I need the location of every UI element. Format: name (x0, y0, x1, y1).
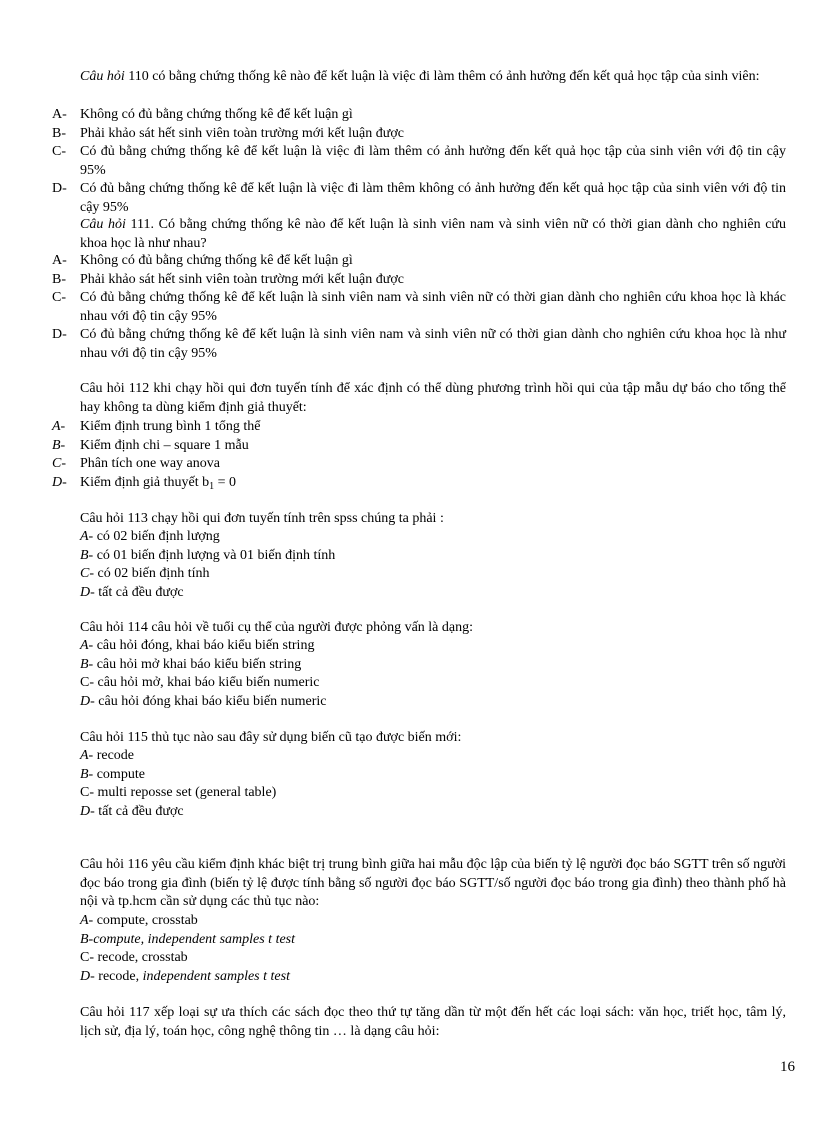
option-b: B- Phải khảo sát hết sinh viên toàn trường mới kết luận được (52, 271, 404, 287)
option-d: D- recode, independent samples t test (80, 968, 290, 984)
question-text: Câu hỏi 113 chạy hồi qui đơn tuyến tính trên spss chúng ta phải : (80, 511, 444, 526)
option-a: A- Không có đủ bằng chứng thống kê để kết luận gì (52, 107, 353, 122)
option-b: B- Phải khảo sát hết sinh viên toàn trường mới kết luận được (52, 125, 404, 141)
option-a: A- Kiểm định trung bình 1 tổng thể (52, 419, 261, 434)
question-116-options (80, 912, 786, 986)
question-text: 110 có bằng chứng thống kê nào để kết luận là việc đi làm thêm có ảnh hưởng đến kết quả học tập của sinh viên: (124, 69, 760, 84)
option-b: B-compute, independent samples t test (80, 931, 296, 947)
question-117 (80, 1004, 786, 1041)
option-d: D- câu hỏi đóng khai báo kiểu biến numeric (80, 693, 327, 709)
question-115-options (80, 747, 786, 821)
question-text: 111. Có bằng chứng thống kê nào để kết luận là sinh viên nam và sinh viên nữ có thời gian dành cho nghiên cứu khoa học là như nhau? (80, 217, 787, 251)
option-c: C- recode, crosstab (80, 950, 188, 965)
option-d: D- Có đủ bằng chứng thống kê để kết luận là sinh viên nam và sinh viên nữ có thời gian dành cho nghiên cứu khoa học là như nhau với độ tin cậy 95% (52, 327, 786, 361)
question-115 (80, 729, 786, 748)
option-b: B- có 01 biến định lượng và 01 biến định tính (80, 547, 336, 563)
option-c: C- multi reposse set (general table) (80, 785, 277, 800)
option-b: B- compute (80, 766, 145, 782)
option-c: C- Có đủ bằng chứng thống kê để kết luận là sinh viên nam và sinh viên nữ có thời gian dành cho nghiên cứu khoa học là khác nhau với độ tin cậy 95% (52, 290, 786, 324)
question-prefix: Câu hỏi (80, 217, 126, 232)
option-d: D- tất cả đều được (80, 584, 184, 600)
question-text: Câu hỏi 112 khi chạy hồi qui đơn tuyến tính để xác định có thể dùng phương trình hồi qui của tập mẫu dự báo cho tổng thể hay không ta dùng kiểm định giả thuyết: (80, 381, 786, 415)
option-d: D- Kiểm định giả thuyết $b_1 = 0$ (52, 474, 236, 492)
option-b: B- Kiểm định chi – square 1 mẫu (52, 437, 249, 453)
question-text: Câu hỏi 116 yêu cầu kiểm định khác biệt trị trung bình giữa hai mẫu độc lập của biến tỷ lệ người đọc báo SGTT trên số người đọc báo trong gia đình (biến tỷ lệ được tính bằng số người đọc báo SGTT/số người đọc báo trong gia đình) theo thành phố hà nội và tp.hcm cần sử dụng các thủ tục nào: (80, 857, 786, 909)
question-110-options (52, 106, 786, 217)
question-110 (80, 68, 786, 87)
question-111 (80, 216, 786, 253)
option-a: A- có 02 biến định lượng (80, 529, 220, 544)
question-113-options (80, 528, 786, 602)
question-text: Câu hỏi 115 thủ tục nào sau đây sử dụng biến cũ tạo được biến mới: (80, 730, 462, 745)
question-114-options (80, 637, 786, 711)
option-a: A- câu hỏi đóng, khai báo kiểu biến string (80, 638, 315, 653)
option-c: C- Có đủ bằng chứng thống kê để kết luận là việc đi làm thêm có ảnh hưởng đến kết quả học tập của sinh viên với độ tin cậy 95% (52, 144, 786, 178)
option-d: D- tất cả đều được (80, 803, 184, 819)
question-111-options (52, 252, 786, 363)
option-a: A- Không có đủ bằng chứng thống kê để kết luận gì (52, 253, 353, 268)
page-number: 16 (780, 1059, 795, 1075)
question-text: Câu hỏi 114 câu hỏi về tuổi cụ thể của người được phỏng vấn là dạng: (80, 620, 473, 635)
question-113 (80, 510, 786, 529)
question-text: Câu hỏi 117 xếp loại sự ưa thích các sách đọc theo thứ tự tăng dần từ một đến hết các loại sách: văn học, triết học, tâm lý, lịch sử, địa lý, toán học, công nghệ thông tin … là dạng câu hỏi: (80, 1005, 786, 1039)
option-b: B- câu hỏi mở khai báo kiểu biến string (80, 656, 302, 672)
option-a: A- recode (80, 748, 135, 763)
option-d: D- Có đủ bằng chứng thống kê để kết luận là việc đi làm thêm không có ảnh hưởng đến kết quả học tập của sinh viên với độ tin cậy 95% (52, 181, 786, 215)
option-c: C- câu hỏi mở, khai báo kiểu biến numeric (80, 675, 320, 690)
option-a: A- compute, crosstab (80, 913, 198, 928)
option-c: C- Phân tích one way anova (52, 456, 220, 471)
question-112-options (52, 418, 786, 496)
question-116 (80, 856, 786, 912)
question-114 (80, 619, 786, 638)
question-prefix: Câu hỏi (80, 69, 125, 84)
option-c: C- có 02 biến định tính (80, 566, 210, 581)
question-112 (80, 380, 786, 417)
